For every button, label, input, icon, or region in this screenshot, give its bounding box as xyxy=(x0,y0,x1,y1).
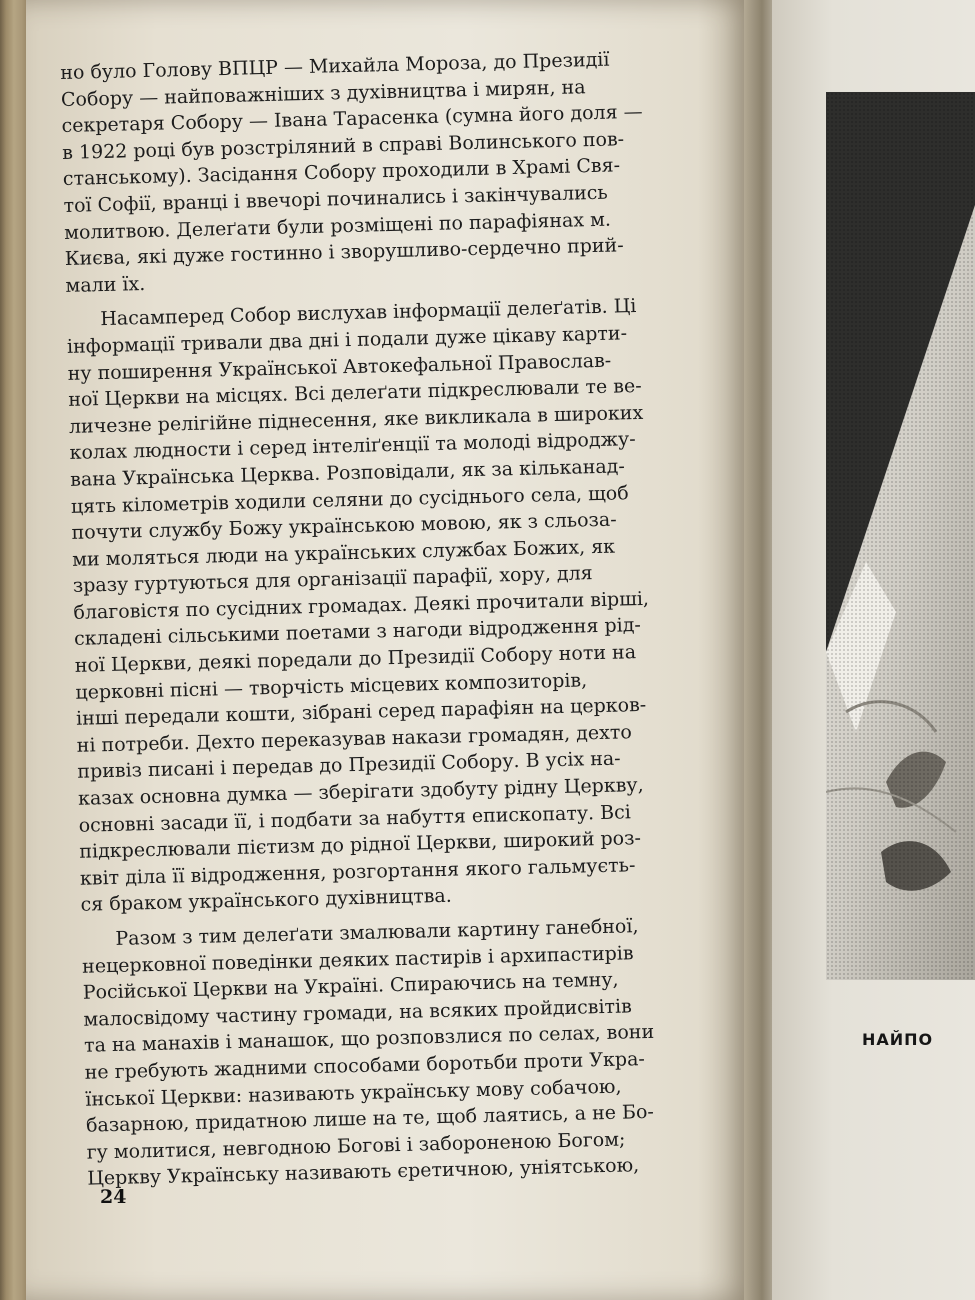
text-line: почути службу Божу українською мовою, як з сльоза- xyxy=(71,508,617,544)
text-line: ся браком українського духівництва. xyxy=(80,885,453,917)
text-line: личезне релігійне піднесення, яке викликала в широких xyxy=(68,401,644,438)
text-line: Російської Церкви на Україні. Спираючись на темну, xyxy=(82,968,619,1004)
text-line: підкреслювали пієтизм до рідної Церкви, широкий роз- xyxy=(79,827,642,863)
photo-image xyxy=(826,92,975,980)
text-line: зразу гуртуються для організації парафії, хору, для xyxy=(72,562,593,598)
text-line: цять кілометрів ходили селяни до сусіднього села, щоб xyxy=(70,481,629,518)
facing-page-photo xyxy=(826,92,975,980)
text-line: ні потреби. Дехто переказував накази громадян, дехто xyxy=(76,721,633,757)
page-body-text xyxy=(60,44,747,1193)
text-line: ну поширення Української Автокефальної Православ- xyxy=(67,349,612,385)
text-line: їнської Церкви: називають українську мову собачою, xyxy=(85,1075,622,1111)
text-line: колах людности і серед інтеліґенції та молоді відроджу- xyxy=(69,428,636,465)
text-line: но було Голову ВПЦР — Михайла Мороза, до Президії xyxy=(60,48,610,84)
text-line: Разом з тим делеґати змалювали картину ганебної, xyxy=(115,915,639,950)
text-line: не гребують жадними способами боротьби проти Укра- xyxy=(84,1047,646,1084)
text-line: ми моляться люди на українських службах Божих, як xyxy=(71,535,616,571)
text-line: казах основна думка — зберігати здобуту рідну Церкву, xyxy=(77,773,644,810)
text-line: Церкву Українську називають єретичною, уніятською, xyxy=(87,1154,640,1191)
text-line: благовістя по сусідних громадах. Деякі прочитали вірші, xyxy=(73,587,650,624)
text-line: складені сільськими поетами з нагоди відродження рід- xyxy=(73,614,642,651)
text-line: вана Українська Церква. Розповідали, як за кільканад- xyxy=(69,455,626,491)
text-line: в 1922 році був розстріляний в справі Волинського пов- xyxy=(61,128,625,164)
text-line: гу молитися, невгодною Богові і забороненою Богом; xyxy=(86,1128,626,1164)
photo-caption: НАЙПО xyxy=(862,1030,934,1049)
page-number: 24 xyxy=(100,1186,127,1208)
text-line: тої Софії, вранці і ввечорі починались і закінчувались xyxy=(63,181,609,217)
text-line: інші передали кошти, зібрані серед парафіян на церков- xyxy=(75,694,647,731)
text-line: малосвідому частину громади, на всяких пройдисвітів xyxy=(83,995,633,1031)
text-line: та на манахів і манашок, що розповзлися по селах, вони xyxy=(83,1021,655,1058)
text-line: ної Церкви, деякі поредали до Президії Собору ноти на xyxy=(74,641,637,677)
text-line: ної Церкви на місцях. Всі делеґати підкреслювали те ве- xyxy=(68,375,642,412)
text-line: Насамперед Собор вислухав інформації делеґатів. Ці xyxy=(100,295,637,331)
text-line: привіз писані і передав до Президії Собору. В усіх на- xyxy=(77,747,621,784)
text-line: інформації тривали два дні і подали дуже цікаву карти- xyxy=(66,322,628,358)
text-line: Києва, які дуже гостинно і зворушливо-сердечно прий- xyxy=(64,234,624,271)
text-line: основні засади її, і подбати за набуття епископату. Всі xyxy=(78,800,632,837)
text-line: квіт діла її відродження, розгортання якого гальмуєть- xyxy=(79,853,636,890)
text-line: нецерковної поведінки деяких пастирів і архипастирів xyxy=(81,941,634,978)
text-line: молитвою. Делеґати були розміщені по парафіянах м. xyxy=(63,208,612,244)
text-line: базарною, придатною лише на те, щоб лаятись, а не Бо- xyxy=(85,1100,655,1137)
text-line: станському). Засідання Собору проходили в Храмі Свя- xyxy=(62,154,621,191)
text-line: церковні пісні — творчість місцевих композиторів, xyxy=(75,668,588,704)
text-line: мали їх. xyxy=(65,272,146,297)
text-line: Собору — найповажніших з духівництва і мирян, на xyxy=(60,75,586,111)
text-line: секретаря Собору — Івана Тарасенка (сумна його доля — xyxy=(61,100,643,138)
